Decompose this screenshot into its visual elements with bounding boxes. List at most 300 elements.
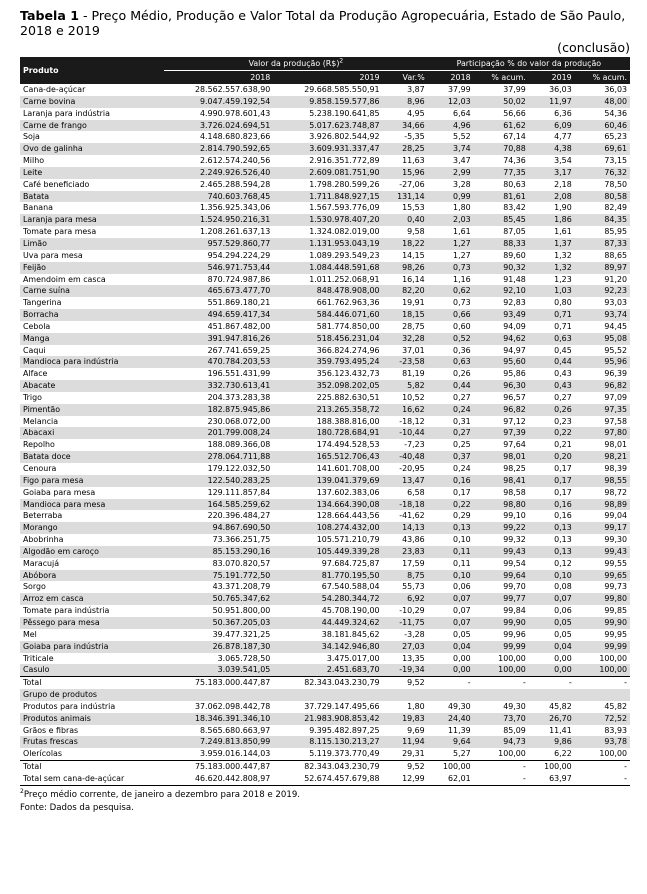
table-cell: 98,21 — [575, 451, 630, 463]
table-cell: 94,73 — [474, 736, 529, 748]
table-cell: 75.191.772,50 — [164, 570, 273, 582]
table-cell: 3,28 — [453, 179, 471, 189]
group-row — [20, 725, 630, 737]
table-cell: 0,08 — [554, 582, 572, 592]
row-label: Sorgo — [23, 582, 46, 592]
table-cell: 0,27 — [453, 392, 471, 402]
table-cell: - — [529, 677, 575, 689]
table-cell: 99,80 — [575, 593, 630, 605]
table-cell: 11,94 — [383, 736, 428, 748]
table-cell: 174.494.528,53 — [316, 440, 380, 450]
row-label: Ovo de galinha — [20, 143, 164, 155]
table-cell: 1,27 — [428, 238, 474, 250]
table-cell: 26,70 — [529, 713, 575, 725]
table-cell: 3.065.728,50 — [217, 653, 271, 663]
table-cell: 0,16 — [554, 511, 572, 521]
table-cell: 21.983.908.853,42 — [273, 713, 382, 725]
table-row — [20, 451, 630, 463]
table-cell: 0,31 — [453, 416, 471, 426]
table-cell: 39.477.321,25 — [212, 629, 271, 639]
header-col: Var.% — [383, 71, 428, 85]
table-cell: 67,14 — [503, 132, 526, 142]
table-cell: 0,17 — [529, 475, 575, 487]
table-cell: 0,17 — [554, 464, 572, 473]
table-cell: 1.530.978.407,20 — [273, 214, 382, 226]
table-row — [20, 143, 630, 155]
table-row — [20, 333, 630, 345]
conclusao-label: (conclusão) — [557, 40, 630, 55]
table-cell: 100,00 — [428, 761, 474, 773]
table-row — [20, 475, 630, 487]
table-row — [20, 463, 630, 475]
table-cell: 91,20 — [604, 274, 627, 284]
table-row — [20, 84, 630, 96]
table-row — [20, 321, 630, 333]
table-cell: 73,15 — [604, 156, 627, 166]
table-cell: 95,86 — [503, 369, 526, 379]
table-cell: 87,05 — [503, 227, 526, 237]
table-cell: 1.089.293.549,23 — [309, 250, 380, 260]
table-cell: 0,44 — [428, 380, 474, 392]
row-label: Banana — [23, 203, 53, 213]
table-cell: 81.770.195,50 — [273, 570, 382, 582]
table-cell: 98,58 — [503, 487, 526, 497]
table-cell: 0,13 — [554, 535, 572, 545]
table-cell: 49,30 — [448, 701, 471, 711]
table-cell: 9,52 — [383, 677, 428, 689]
row-label: Morango — [20, 522, 164, 534]
table-row — [20, 522, 630, 534]
table-cell: 82,49 — [604, 203, 627, 213]
table-cell: 95,96 — [575, 356, 630, 368]
table-cell: 0,23 — [554, 416, 572, 426]
table-cell: 0,21 — [554, 440, 572, 450]
table-cell: 848.478.908,00 — [273, 285, 382, 297]
table-cell: 62,01 — [428, 773, 474, 785]
table-cell: 0,06 — [453, 582, 471, 592]
table-cell: 0,24 — [453, 464, 471, 473]
table-cell: 0,07 — [428, 593, 474, 605]
table-row — [20, 499, 630, 511]
table-row — [20, 297, 630, 309]
table-cell: 98,01 — [604, 440, 627, 450]
table-cell: 45,82 — [549, 701, 572, 711]
table-cell: 16,62 — [383, 404, 428, 416]
table-cell: 99,90 — [474, 617, 529, 629]
table-cell: 5,52 — [453, 132, 471, 142]
table-cell: -40,48 — [383, 451, 428, 463]
table-cell: 4.990.978.601,43 — [200, 108, 271, 118]
row-label: Tomate para mesa — [23, 227, 97, 237]
table-row — [20, 131, 630, 143]
table-cell: 82.343.043.230,79 — [273, 677, 382, 689]
table-cell: 204.373.283,38 — [207, 392, 271, 402]
table-cell: 230.068.072,00 — [207, 416, 271, 426]
table-cell: 8.115.130.213,27 — [273, 736, 382, 748]
table-cell: 77,35 — [474, 167, 529, 179]
table-cell: 36,03 — [549, 85, 572, 94]
table-cell: 81,19 — [402, 369, 425, 379]
table-cell: 43.371.208,79 — [212, 582, 271, 592]
header-col: 2018 — [164, 71, 273, 85]
table-cell: 4,95 — [407, 108, 425, 118]
table-cell: 97.684.725,87 — [321, 558, 380, 568]
table-body — [20, 84, 630, 785]
row-label: Algodão em caroço — [20, 546, 164, 558]
table-cell: 3.926.802.544,92 — [309, 132, 380, 142]
table-cell: 97,64 — [503, 440, 526, 450]
table-cell: -23,58 — [383, 356, 428, 368]
table-cell: 870.724.987,86 — [207, 274, 271, 284]
table-cell: - — [474, 773, 529, 785]
row-label: Carne bovina — [20, 96, 164, 108]
table-cell: 1,32 — [554, 250, 572, 260]
table-cell: 551.869.180,21 — [207, 298, 271, 308]
table-cell: 0,25 — [453, 440, 471, 450]
table-cell: 52.674.457.679,88 — [273, 773, 382, 785]
row-label: Casulo — [20, 664, 164, 676]
table-row — [20, 581, 630, 593]
table-cell: 225.882.630,51 — [316, 392, 380, 402]
table-cell: 32,28 — [383, 333, 428, 345]
table-cell: 78,50 — [604, 179, 627, 189]
table-cell: 2.814.790.592,65 — [164, 143, 273, 155]
table-cell: 196.551.431,99 — [207, 369, 271, 379]
table-cell: 18,15 — [383, 309, 428, 321]
table-row — [20, 558, 630, 570]
table-cell: 37.729.147.495,66 — [304, 701, 380, 711]
table-cell: 1,61 — [453, 227, 471, 237]
table-row — [20, 510, 630, 522]
table-cell: 3,17 — [529, 167, 575, 179]
table-cell: 1.798.280.599,26 — [309, 179, 380, 189]
table-cell: 37,99 — [503, 85, 526, 94]
row-label: Cana-de-açúcar — [23, 85, 86, 94]
table-cell: 88,33 — [474, 238, 529, 250]
table-cell: 15,96 — [383, 167, 428, 179]
table-cell: 0,71 — [554, 321, 572, 331]
table-cell: 98,26 — [383, 262, 428, 274]
header-valor-label: Valor da produção (R$) — [248, 59, 340, 68]
table-cell: 95,08 — [575, 333, 630, 345]
table-row — [20, 167, 630, 179]
table-cell: 2.451.683,70 — [273, 664, 382, 676]
table-cell: 0,73 — [428, 262, 474, 274]
table-cell: 0,07 — [453, 606, 471, 616]
row-label: Tomate para indústria — [23, 606, 110, 616]
table-cell: 0,26 — [529, 404, 575, 416]
table-cell: 1.131.953.043,19 — [273, 238, 382, 250]
table-cell: 957.529.860,77 — [164, 238, 273, 250]
table-row — [20, 250, 630, 262]
table-cell: 98,41 — [474, 475, 529, 487]
table-cell: 18,22 — [383, 238, 428, 250]
table-cell: 11,63 — [402, 156, 425, 166]
table-cell: 213.265.358,72 — [273, 404, 382, 416]
table-cell: 182.875.945,86 — [164, 404, 273, 416]
table-row — [20, 345, 630, 357]
table-row — [20, 605, 630, 617]
table-cell: 9,58 — [407, 227, 425, 237]
table-cell: 13,35 — [402, 653, 425, 663]
table-cell: 2,99 — [428, 167, 474, 179]
row-label: Manga — [20, 333, 164, 345]
table-cell: 0,63 — [428, 356, 474, 368]
row-label: Laranja para indústria — [23, 108, 110, 118]
table-cell: 45.708.190,00 — [321, 606, 380, 616]
table-cell: 99,99 — [575, 641, 630, 653]
header-produto: Produto — [20, 57, 164, 84]
table-row — [20, 214, 630, 226]
row-label: Abacaxi — [20, 427, 164, 439]
table-cell: 97,35 — [575, 404, 630, 416]
table-cell: 0,44 — [529, 356, 575, 368]
table-cell: 10,52 — [402, 392, 425, 402]
table-cell: 9.395.482.897,25 — [309, 725, 380, 735]
table-cell: 0,17 — [554, 487, 572, 497]
table-cell: - — [575, 773, 630, 785]
table-cell: 28.562.557.638,90 — [195, 85, 271, 94]
table-cell: 3,47 — [453, 156, 471, 166]
table-cell: 3.959.016.144,03 — [200, 749, 271, 759]
table-row — [20, 593, 630, 605]
row-label: Mandioca para indústria — [20, 356, 164, 368]
table-cell: 1,90 — [554, 203, 572, 213]
table-cell: 6,58 — [407, 487, 425, 497]
table-cell: 0,13 — [529, 546, 575, 558]
table-cell: 105.449.339,28 — [273, 546, 382, 558]
table-cell: 1.711.848.927,15 — [273, 191, 382, 203]
table-cell: 0,05 — [554, 629, 572, 639]
row-label: Soja — [23, 132, 40, 142]
table-cell: 0,43 — [554, 369, 572, 379]
table-cell: 2.465.288.594,28 — [200, 179, 271, 189]
table-cell: 1,23 — [554, 274, 572, 284]
table-cell: -7,23 — [404, 440, 425, 450]
table-cell: 0,16 — [529, 499, 575, 511]
table-row — [20, 392, 630, 404]
table-cell: 267.741.659,25 — [207, 345, 271, 355]
table-cell: 2,18 — [554, 179, 572, 189]
table-header — [20, 57, 630, 84]
table-cell: 99,64 — [474, 570, 529, 582]
table-row — [20, 487, 630, 499]
table-cell: 85,95 — [604, 227, 627, 237]
table-cell: 3.726.024.694,51 — [164, 120, 273, 132]
notes — [20, 789, 630, 815]
table-cell: 96,82 — [474, 404, 529, 416]
table-cell: 99,65 — [575, 570, 630, 582]
table-cell: 4,77 — [554, 132, 572, 142]
row-label: Laranja para mesa — [20, 214, 164, 226]
row-label: Carne de frango — [20, 120, 164, 132]
table-cell: 98,55 — [575, 475, 630, 487]
table-cell: 581.774.850,00 — [316, 321, 380, 331]
table-title-label: Tabela 1 — [20, 8, 79, 23]
table-cell: 1.084.448.591,68 — [273, 262, 382, 274]
table-row — [20, 155, 630, 167]
table-cell: 16,14 — [402, 274, 425, 284]
table-cell: 1.208.261.637,13 — [200, 227, 271, 237]
table-cell: 180.728.684,91 — [273, 427, 382, 439]
table-cell: 73.366.251,75 — [212, 535, 271, 545]
header-col: % acum. — [474, 71, 529, 85]
table-cell: -18,12 — [399, 416, 425, 426]
table-cell: 0,06 — [554, 606, 572, 616]
table-cell: 1.567.593.776,09 — [309, 203, 380, 213]
table-cell: 12,99 — [383, 773, 428, 785]
table-cell: 134.664.390,08 — [273, 499, 382, 511]
row-label: Olerícolas — [23, 749, 62, 759]
table-cell: 128.664.443,56 — [316, 511, 380, 521]
table-cell: 99,30 — [604, 535, 627, 545]
table-cell: 584.446.071,60 — [273, 309, 382, 321]
table-cell: 65,23 — [604, 132, 627, 142]
table-cell: 278.064.711,88 — [164, 451, 273, 463]
table-cell: 0,00 — [428, 664, 474, 676]
table-cell: -20,95 — [399, 464, 425, 473]
table-row — [20, 108, 630, 120]
table-cell: -41,62 — [399, 511, 425, 521]
table-row — [20, 439, 630, 451]
table-cell: 6,64 — [453, 108, 471, 118]
table-cell: 97,09 — [604, 392, 627, 402]
table-cell: 23,83 — [383, 546, 428, 558]
table-cell: - — [428, 677, 474, 689]
table-cell: 99,73 — [604, 582, 627, 592]
table-cell: 6,22 — [554, 749, 572, 759]
row-label: Amendoim em casca — [23, 274, 106, 284]
table-cell: 11,39 — [448, 725, 471, 735]
row-label: Alface — [23, 369, 48, 379]
table-cell: 0,00 — [453, 653, 471, 663]
table-cell: 0,66 — [428, 309, 474, 321]
table-cell: 391.947.816,26 — [164, 333, 273, 345]
table-cell: 9,64 — [428, 736, 474, 748]
table-cell: 93,74 — [575, 309, 630, 321]
table-cell: 44.449.324,62 — [273, 617, 382, 629]
row-label: Caqui — [23, 345, 46, 355]
table-cell: 85,09 — [503, 725, 526, 735]
table-cell: 0,27 — [428, 427, 474, 439]
table-cell: 99,04 — [604, 511, 627, 521]
table-cell: 0,71 — [529, 309, 575, 321]
table-cell: 96,57 — [503, 392, 526, 402]
table-cell: 87,33 — [575, 238, 630, 250]
table-cell: 50.765.347,62 — [164, 593, 273, 605]
table-cell: 50.951.800,00 — [212, 606, 271, 616]
table-cell: 4,38 — [529, 143, 575, 155]
table-cell: 0,60 — [453, 321, 471, 331]
table-cell: 15,53 — [402, 203, 425, 213]
table-row — [20, 546, 630, 558]
table-row — [20, 534, 630, 546]
table-cell: 661.762.963,36 — [316, 298, 380, 308]
table-cell: 451.867.482,00 — [207, 321, 271, 331]
header-valor-group — [164, 57, 428, 71]
group-row — [20, 748, 630, 760]
table-cell: 9,86 — [529, 736, 575, 748]
table-cell: 1,03 — [529, 285, 575, 297]
table-cell: 99,85 — [604, 606, 627, 616]
table-row — [20, 368, 630, 380]
table-cell: 12,03 — [428, 96, 474, 108]
header-col: 2018 — [428, 71, 474, 85]
row-label: Cebola — [23, 321, 51, 331]
row-label: Mandioca para mesa — [20, 499, 164, 511]
table-cell: 1,27 — [453, 250, 471, 260]
table-row — [20, 179, 630, 191]
table-cell: 0,17 — [453, 487, 471, 497]
table-cell: 5,27 — [453, 749, 471, 759]
header-participacao-group: Participação % do valor da produção — [428, 57, 630, 71]
table-cell: - — [575, 761, 630, 773]
table-cell: 26.878.187,30 — [164, 641, 273, 653]
table-cell: 37,99 — [448, 85, 471, 94]
table-cell: 4,96 — [428, 120, 474, 132]
table-row — [20, 191, 630, 203]
table-cell: 85.153.290,16 — [164, 546, 273, 558]
table-cell: 99,96 — [503, 629, 526, 639]
table-cell: 0,43 — [529, 380, 575, 392]
table-row — [20, 664, 630, 676]
table-cell: 352.098.202,05 — [273, 380, 382, 392]
table-cell: 99,84 — [503, 606, 526, 616]
table-cell: 37,01 — [402, 345, 425, 355]
table-cell: - — [575, 677, 630, 689]
table-cell: 0,22 — [529, 427, 575, 439]
table-cell: 131,14 — [383, 191, 428, 203]
row-label: Batata doce — [20, 451, 164, 463]
table-cell: - — [474, 677, 529, 689]
row-label: Limão — [20, 238, 164, 250]
table-row — [20, 356, 630, 368]
table-cell: 5.017.623.748,87 — [273, 120, 382, 132]
row-label: Melancia — [23, 416, 59, 426]
table-cell: 1,80 — [453, 203, 471, 213]
table-cell: 88,65 — [604, 250, 627, 260]
table-cell: 141.601.708,00 — [316, 464, 380, 473]
table-cell: - — [474, 761, 529, 773]
footnote — [20, 789, 630, 802]
table-cell: 84,35 — [575, 214, 630, 226]
table-row — [20, 120, 630, 132]
table-cell: 0,62 — [428, 285, 474, 297]
table-cell: 0,20 — [529, 451, 575, 463]
table-cell: 89,60 — [503, 250, 526, 260]
table-cell: 465.673.477,70 — [164, 285, 273, 297]
row-label: Uva para mesa — [23, 250, 83, 260]
table-cell: 0,36 — [453, 345, 471, 355]
table-cell: 3.609.931.337,47 — [273, 143, 382, 155]
table-cell: 0,22 — [428, 499, 474, 511]
table-cell: 14,13 — [383, 522, 428, 534]
table-cell: 98,80 — [474, 499, 529, 511]
table-cell: 1.324.082.019,00 — [309, 227, 380, 237]
table-cell: 0,10 — [453, 535, 471, 545]
table-cell: 1.011.252.068,91 — [309, 274, 380, 284]
table-row — [20, 262, 630, 274]
table-cell: 129.111.857,84 — [207, 487, 271, 497]
row-label: Triticale — [23, 653, 54, 663]
table-cell: 366.824.274,96 — [316, 345, 380, 355]
table-cell: 95,60 — [474, 356, 529, 368]
row-label: Produtos para indústria — [23, 701, 116, 711]
table-cell: 14,15 — [402, 250, 425, 260]
table-cell: 201.799.008,24 — [164, 427, 273, 439]
table-cell: 74,36 — [503, 156, 526, 166]
row-label: Beterraba — [23, 511, 63, 521]
